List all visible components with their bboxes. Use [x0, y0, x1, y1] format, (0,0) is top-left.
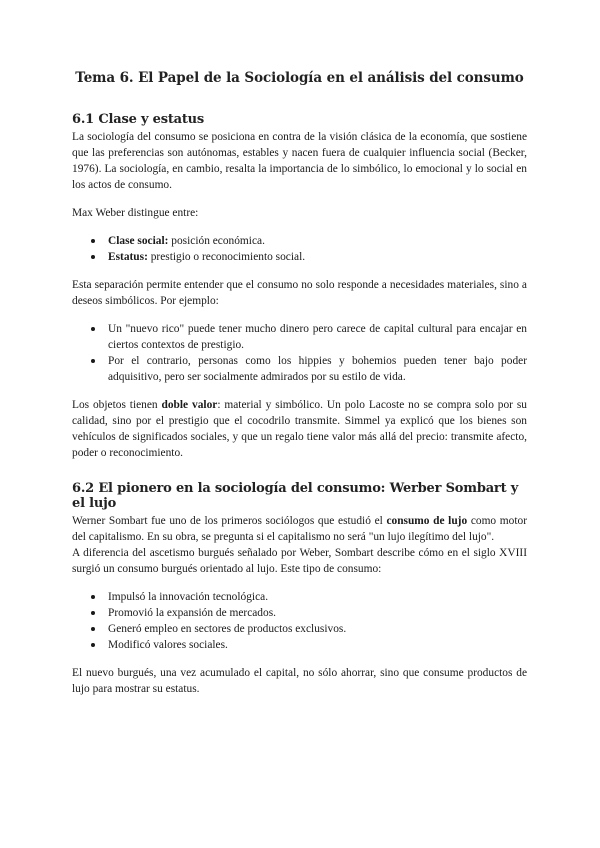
- list-item: [108, 233, 527, 249]
- text-run: Werner Sombart fue uno de los primeros sociólogos que estudió el: [72, 515, 387, 527]
- paragraph-conclusion: El nuevo burgués, una vez acumulado el capital, no sólo ahorrar, sino que consume productos de lujo para mostrar su estatus.: [72, 667, 527, 695]
- list-item: Generó empleo en sectores de productos exclusivos.: [108, 621, 527, 637]
- text-run: como motor del capitalismo. En su obra, se pregunta si el capitalismo no será "un lujo ilegítimo del lujo".: [72, 515, 527, 543]
- text-run: : material y simbólico. Un polo Lacoste no se compra solo por su calidad, sino por el prestigio que el cocodrilo transmite. Simmel ya explicó que los bienes son vehículos de significados sociales, y que un regalo tiene valor más allá del precio: transmite afecto, poder o reconocimiento.: [72, 399, 527, 459]
- document-page: [72, 70, 527, 709]
- paragraph-objects: [72, 397, 527, 461]
- paragraph-intro: La sociología del consumo se posiciona en contra de la visión clásica de la economía, que sostiene que las preferencias son autónomas, estables y nacen fuera de cualquier influencia social (Becker, 1976). La sociología, en cambio, resalta la importancia de lo simbólico, lo emocional y lo social en los actos de consumo.: [72, 131, 527, 191]
- paragraph-sombart-intro: [72, 513, 527, 545]
- bold-term: doble valor: [161, 399, 218, 411]
- list-item: Promovió la expansión de mercados.: [108, 605, 527, 621]
- list-item: Impulsó la innovación tecnológica.: [108, 589, 527, 605]
- list-item-desc: prestigio o reconocimiento social.: [147, 251, 306, 263]
- list-item-desc: posición económica.: [168, 235, 265, 247]
- list-item: Un "nuevo rico" puede tener mucho dinero pero carece de capital cultural para encajar en ciertos contextos de prestigio.: [108, 323, 527, 351]
- weber-list: [72, 233, 527, 265]
- examples-list: [72, 321, 527, 385]
- list-item-term: Clase social:: [108, 235, 169, 247]
- bold-term: consumo de lujo: [386, 515, 468, 527]
- paragraph-weber-intro: Max Weber distingue entre:: [72, 207, 199, 219]
- section-heading-clase-estatus: 6.1 Clase y estatus: [72, 112, 205, 127]
- text-run: Los objetos tienen: [72, 399, 162, 411]
- list-item: [108, 249, 527, 265]
- section-heading-sombart: 6.2 El pionero en la sociología del consumo: Werber Sombart y el lujo: [72, 481, 519, 511]
- document-title: Tema 6. El Papel de la Sociología en el análisis del consumo: [75, 70, 524, 86]
- list-item: Modificó valores sociales.: [108, 637, 527, 653]
- list-item-term: Estatus:: [108, 251, 148, 263]
- list-item: Por el contrario, personas como los hippies y bohemios pueden tener bajo poder adquisitivo, pero ser socialmente admirados por su estilo de vida.: [108, 355, 527, 383]
- paragraph-sombart-contrast: A diferencia del ascetismo burgués señalado por Weber, Sombart describe cómo en el siglo XVIII surgió un consumo burgués orientado al lujo. Este tipo de consumo:: [72, 547, 527, 575]
- effects-list: [72, 589, 527, 653]
- paragraph-separation: Esta separación permite entender que el consumo no solo responde a necesidades materiales, sino a deseos simbólicos. Por ejemplo:: [72, 279, 527, 307]
